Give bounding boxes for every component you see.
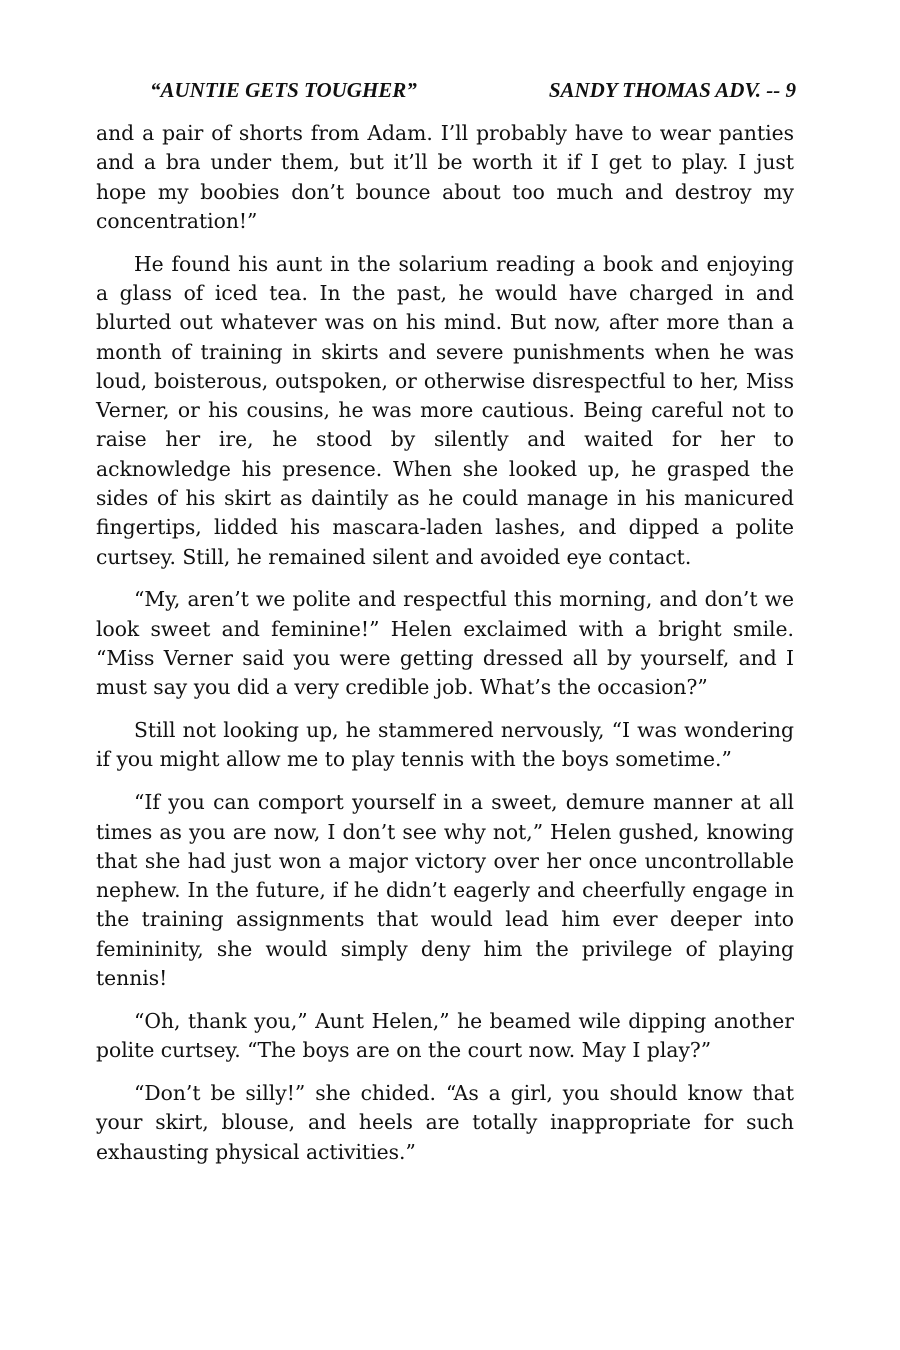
body-text xyxy=(96,119,794,1180)
chapter-title: “AUNTIE GETS TOUGHER” xyxy=(150,78,417,102)
paragraph-continued: and a pair of shorts from Adam. I’ll probably have to wear panties and a bra under them, but it’ll be worth it if I get to play. I just hope my boobies don’t bounce about too much and destroy my concentration!” xyxy=(96,121,794,233)
paragraph: “Oh, thank you,” Aunt Helen,” he beamed wile dipping another polite curtsey. “The boys are on the court now. May I play?” xyxy=(96,1008,794,1063)
running-header xyxy=(96,78,796,106)
paragraph: “Don’t be silly!” she chided. “As a girl, you should know that your skirt, blouse, and heels are totally inappropriate for such exhausting physical activities.” xyxy=(96,1080,794,1164)
paragraph: “My, aren’t we polite and respectful this morning, and don’t we look sweet and feminine!” Helen exclaimed with a bright smile. “Miss Verner said you were getting dressed all by yourself, and I must say you did a very credible job. What’s the occasion?” xyxy=(96,587,794,700)
paragraph: “If you can comport yourself in a sweet, demure manner at all times as you are now, I don’t see why not,” Helen gushed, knowing that she had just won a major victory over her once uncontrollable nephew. In the future, if he didn’t eagerly and cheerfully engage in the training assignments that would lead him ever deeper into femininity, she would simply deny him the privilege of playing tennis! xyxy=(96,790,794,991)
paragraph: He found his aunt in the solarium reading a book and enjoying a glass of iced tea. In the past, he would have charged in and blurted out whatever was on his mind. But now, after more than a month of training in skirts and severe punishments when he was loud, boisterous, outspoken, or otherwise disrespectful to her, Miss Verner, or his cousins, he was more cautious. Being careful not to raise her ire, he stood by silently and waited for her to acknowledge his presence. When she looked up, he grasped the sides of his skirt as daintily as he could manage in his manicured fingertips, lidded his mascara-laden lashes, and dipped a polite curtsey. Still, he remained silent and avoided eye contact. xyxy=(96,251,794,569)
paragraph: Still not looking up, he stammered nervously, “I was wondering if you might allow me to play tennis with the boys sometime.” xyxy=(96,718,794,772)
series-page-number: SANDY THOMAS ADV. -- 9 xyxy=(548,78,796,102)
